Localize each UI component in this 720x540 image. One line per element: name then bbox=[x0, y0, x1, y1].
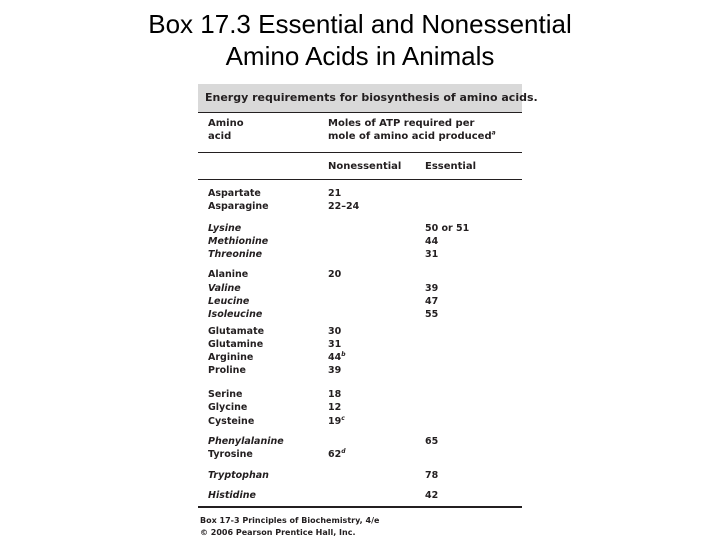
nonessential-atp-cell bbox=[328, 326, 341, 337]
amino-acid-name: Leucine bbox=[208, 296, 250, 307]
slide-title-line-1: Box 17.3 Essential and Nonessential bbox=[148, 9, 572, 39]
nonessential-atp-value: 18 bbox=[328, 389, 342, 400]
essential-atp-value: 55 bbox=[425, 309, 439, 320]
footnote-marker: b bbox=[341, 350, 346, 358]
slide-title bbox=[0, 8, 720, 72]
nonessential-atp-cell bbox=[328, 188, 341, 199]
essential-atp-value: 31 bbox=[425, 249, 439, 260]
footnote-marker: c bbox=[341, 414, 345, 422]
table-row bbox=[198, 389, 522, 402]
nonessential-atp-value: 22–24 bbox=[328, 201, 360, 212]
table-caption-bar bbox=[198, 84, 538, 112]
footnote-marker: d bbox=[341, 447, 346, 455]
header-rule bbox=[198, 152, 522, 153]
nonessential-atp-value: 30 bbox=[328, 326, 342, 337]
amino-acid-name: Glutamine bbox=[208, 339, 264, 350]
nonessential-atp-cell bbox=[328, 416, 345, 427]
table-row bbox=[198, 188, 522, 201]
header-nonessential: Nonessential bbox=[328, 161, 402, 172]
table-row bbox=[198, 269, 522, 282]
amino-acid-name: Arginine bbox=[208, 352, 254, 363]
amino-acid-name: Proline bbox=[208, 365, 246, 376]
essential-atp-value: 47 bbox=[425, 296, 439, 307]
table-row bbox=[198, 201, 522, 214]
nonessential-atp-cell bbox=[328, 339, 341, 350]
header-moles-atp: Moles of ATP required per mole of amino acid produced$^a$ bbox=[328, 118, 496, 142]
amino-acid-name: Valine bbox=[208, 283, 241, 294]
nonessential-atp-cell bbox=[328, 201, 359, 212]
essential-atp-value: 42 bbox=[425, 490, 439, 501]
nonessential-atp-value: 20 bbox=[328, 269, 342, 280]
amino-acid-name: Lysine bbox=[208, 223, 242, 234]
slide-title-line-2: Amino Acids in Animals bbox=[225, 41, 495, 71]
table-row bbox=[198, 402, 522, 415]
amino-acid-name: Asparagine bbox=[208, 201, 269, 212]
amino-acid-name: Isoleucine bbox=[208, 309, 263, 320]
header-essential: Essential bbox=[425, 161, 477, 172]
table-row bbox=[198, 249, 522, 262]
credit-line-1: Box 17-3 Principles of Biochemistry, 4/e bbox=[200, 516, 380, 525]
amino-acid-name: Glycine bbox=[208, 402, 248, 413]
table-row bbox=[198, 436, 522, 449]
table-row bbox=[198, 339, 522, 352]
amino-acid-name: Tryptophan bbox=[208, 470, 269, 481]
essential-atp-value: 65 bbox=[425, 436, 439, 447]
amino-acid-name: Glutamate bbox=[208, 326, 265, 337]
amino-acid-name: Phenylalanine bbox=[208, 436, 284, 447]
essential-atp-value: 44 bbox=[425, 236, 439, 247]
table-row bbox=[198, 236, 522, 249]
nonessential-atp-value: 12 bbox=[328, 402, 342, 413]
nonessential-atp-cell bbox=[328, 389, 341, 400]
nonessential-atp-value: 21 bbox=[328, 188, 342, 199]
amino-acid-name: Methionine bbox=[208, 236, 269, 247]
amino-acid-name: Tyrosine bbox=[208, 449, 253, 460]
nonessential-atp-value: 19 bbox=[328, 416, 342, 427]
column-header-rule bbox=[198, 179, 522, 180]
nonessential-atp-cell bbox=[328, 352, 346, 363]
credit-line-2: © 2006 Pearson Prentice Hall, Inc. bbox=[200, 528, 356, 537]
essential-atp-value: 50 or 51 bbox=[425, 223, 470, 234]
header-amino-acid: Amino acid bbox=[208, 118, 244, 142]
table-caption: Energy requirements for biosynthesis of amino acids. bbox=[205, 91, 538, 104]
table-row bbox=[198, 223, 522, 236]
amino-acid-name: Serine bbox=[208, 389, 243, 400]
table-row bbox=[198, 416, 522, 429]
table-row bbox=[198, 309, 522, 322]
nonessential-atp-value: 39 bbox=[328, 365, 342, 376]
amino-acid-name: Alanine bbox=[208, 269, 249, 280]
nonessential-atp-cell bbox=[328, 269, 341, 280]
nonessential-atp-cell bbox=[328, 365, 341, 376]
essential-atp-value: 78 bbox=[425, 470, 439, 481]
table-row bbox=[198, 365, 522, 378]
nonessential-atp-value: 62 bbox=[328, 449, 342, 460]
table-row bbox=[198, 283, 522, 296]
amino-acid-name: Cysteine bbox=[208, 416, 255, 427]
amino-acid-table-figure bbox=[198, 84, 538, 540]
table-row bbox=[198, 449, 522, 462]
amino-acid-name: Threonine bbox=[208, 249, 263, 260]
essential-atp-value: 39 bbox=[425, 283, 439, 294]
nonessential-atp-cell bbox=[328, 402, 341, 413]
table-row bbox=[198, 470, 522, 483]
caption-rule bbox=[198, 112, 522, 113]
amino-acid-name: Aspartate bbox=[208, 188, 261, 199]
nonessential-atp-value: 44 bbox=[328, 352, 342, 363]
table-bottom-rule bbox=[198, 506, 522, 508]
footnote-a: a bbox=[491, 129, 496, 137]
nonessential-atp-value: 31 bbox=[328, 339, 342, 350]
table-row bbox=[198, 296, 522, 309]
amino-acid-name: Histidine bbox=[208, 490, 256, 501]
table-row bbox=[198, 326, 522, 339]
table-row bbox=[198, 490, 522, 503]
nonessential-atp-cell bbox=[328, 449, 346, 460]
table-row bbox=[198, 352, 522, 365]
